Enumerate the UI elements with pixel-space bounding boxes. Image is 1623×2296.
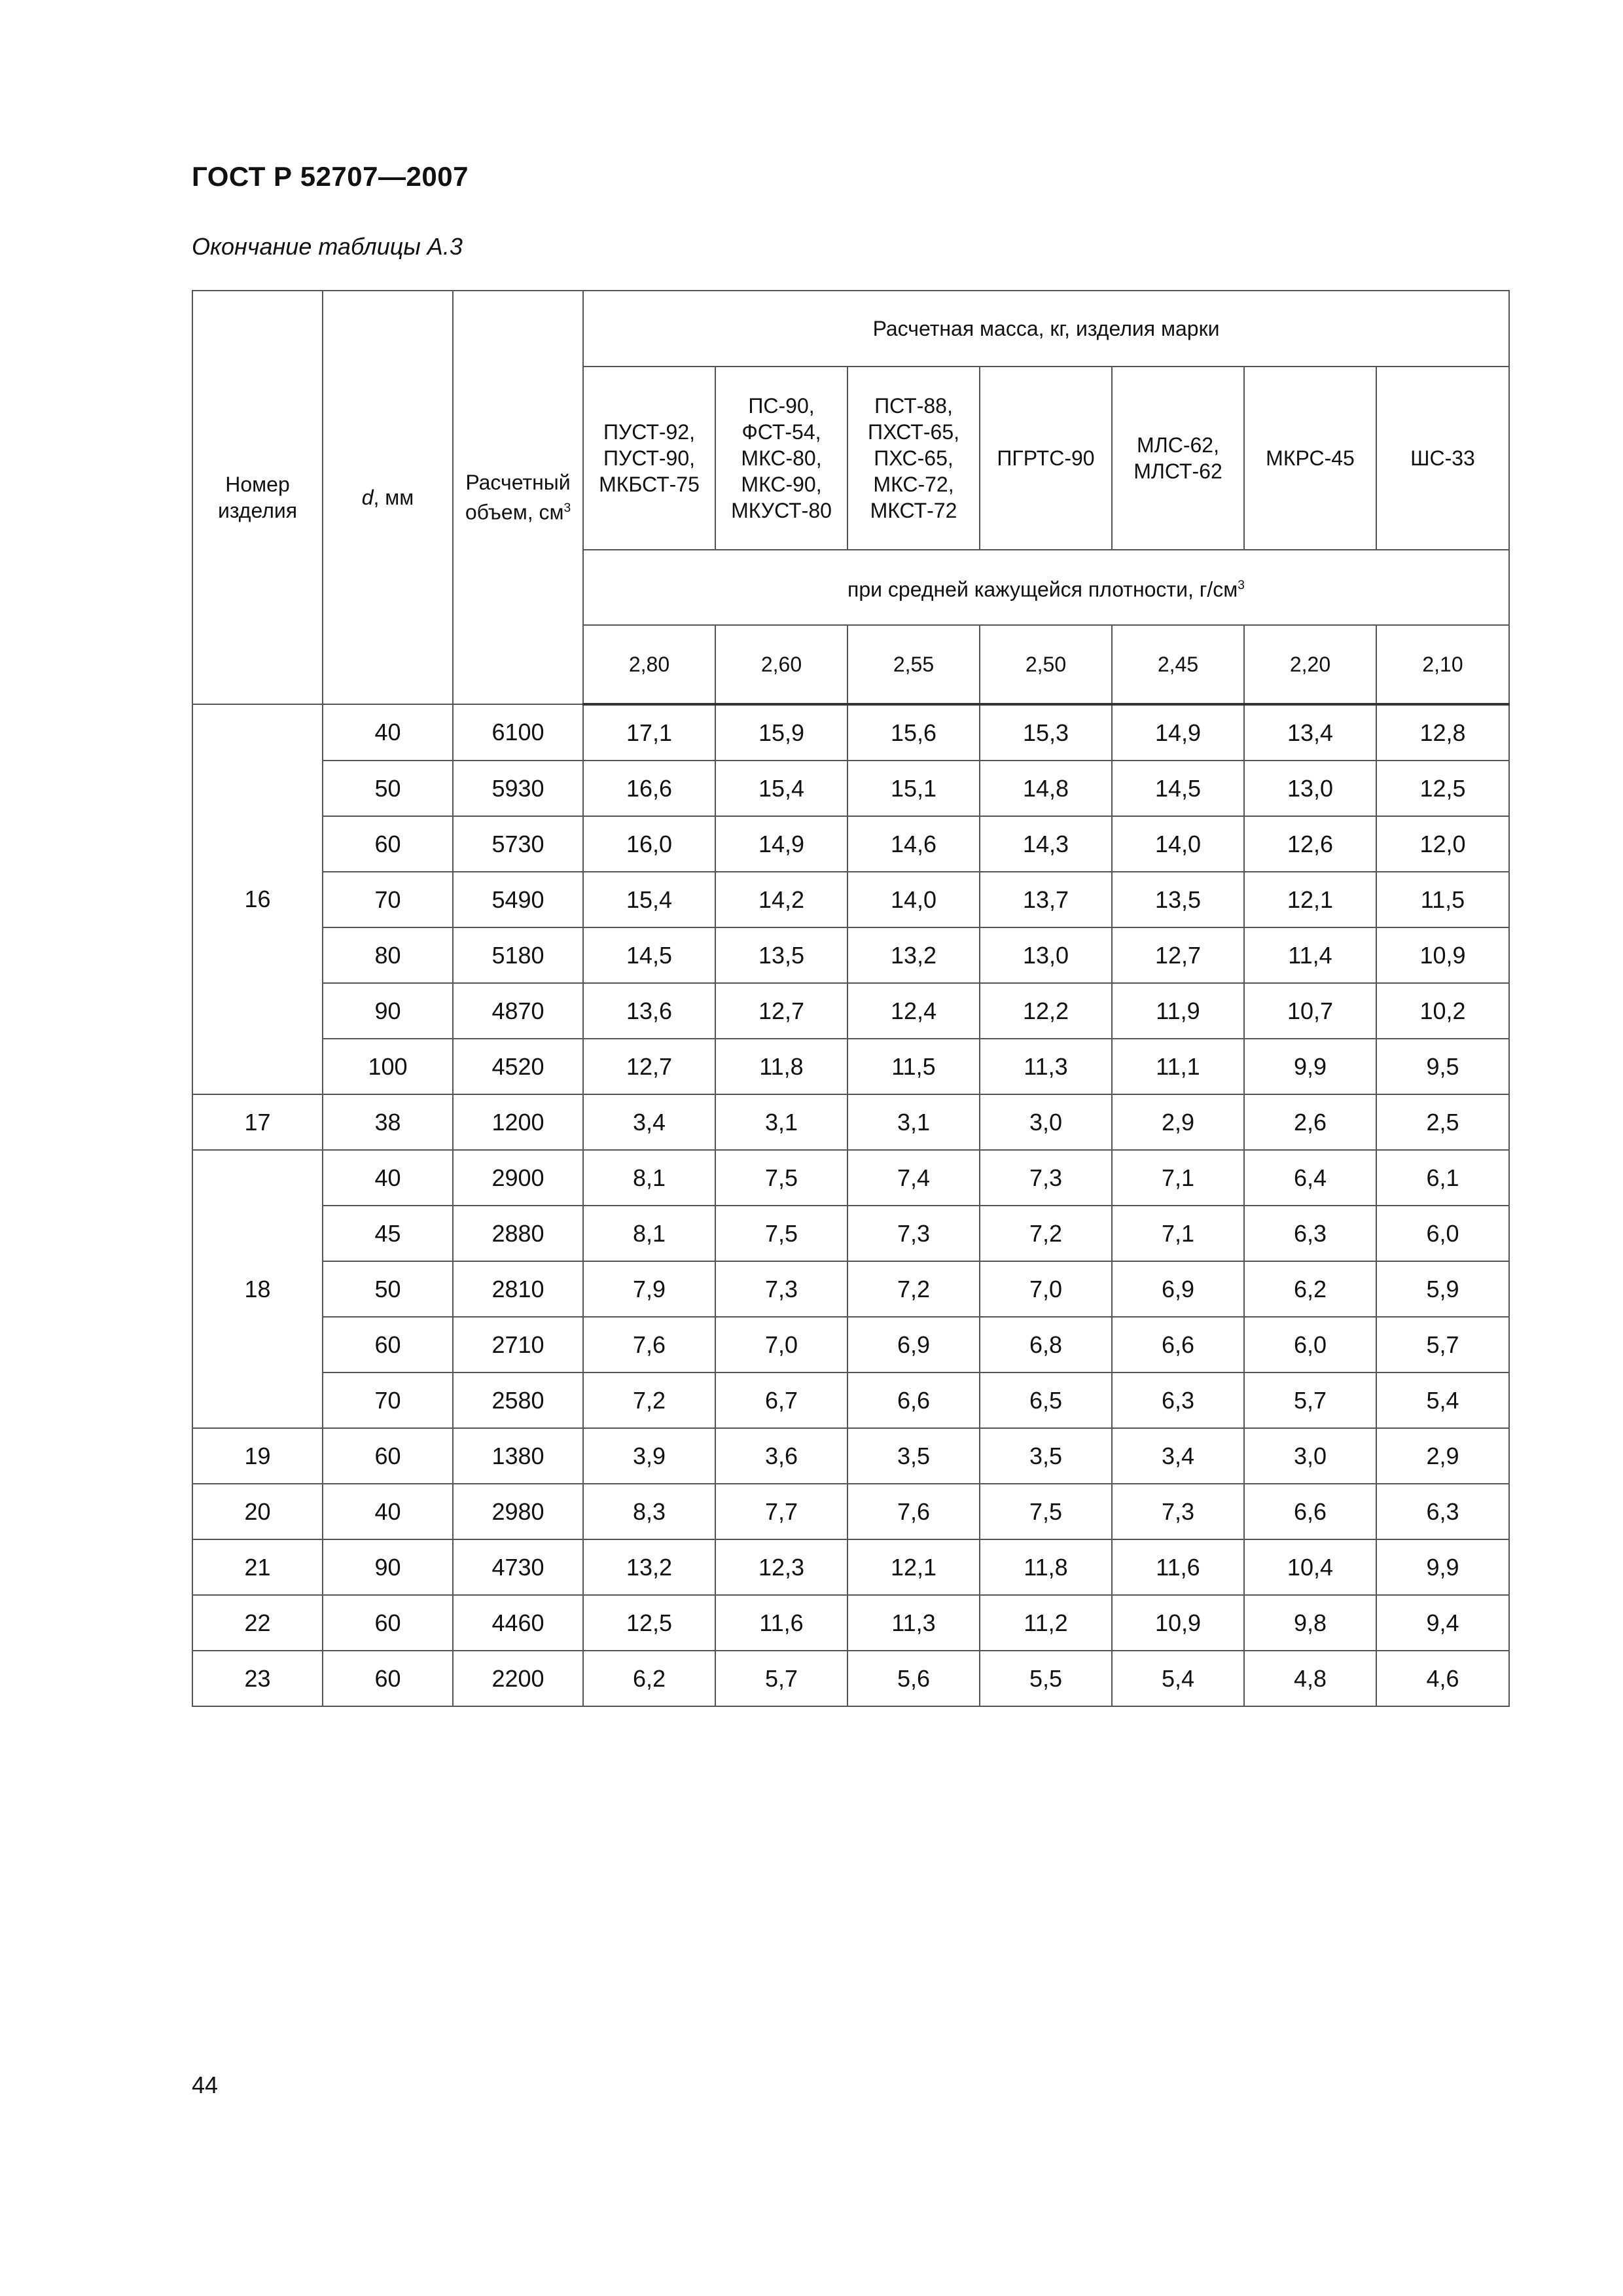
mass-cell: 11,5 (1376, 872, 1509, 927)
brand-name: ПСТ-88, (874, 394, 953, 418)
mass-cell: 12,7 (583, 1039, 715, 1094)
mass-cell: 14,3 (980, 816, 1112, 872)
mass-cell: 12,1 (1244, 872, 1376, 927)
mass-cell: 3,4 (583, 1094, 715, 1150)
mass-cell: 3,4 (1112, 1428, 1244, 1484)
mass-cell: 6,3 (1112, 1372, 1244, 1428)
brand-name: МКС-72, (873, 473, 954, 496)
diameter-cell: 90 (323, 983, 453, 1039)
mass-cell: 5,7 (1376, 1317, 1509, 1372)
brand-name: ПХС-65, (874, 446, 954, 470)
volume-cell: 2810 (453, 1261, 583, 1317)
mass-cell: 10,9 (1112, 1595, 1244, 1651)
brand-name: МКБСТ-75 (599, 473, 700, 496)
item-number-cell: 21 (192, 1539, 323, 1595)
document-header: ГОСТ Р 52707—2007 (192, 161, 469, 192)
table-row (192, 1428, 1509, 1484)
mass-cell: 9,8 (1244, 1595, 1376, 1651)
diameter-cell: 70 (323, 1372, 453, 1428)
mass-cell: 11,8 (715, 1039, 847, 1094)
density-value: 2,10 (1376, 625, 1509, 704)
diameter-cell: 40 (323, 1150, 453, 1206)
table-row (192, 1150, 1509, 1206)
table-row (192, 1372, 1509, 1428)
mass-cell: 6,6 (1244, 1484, 1376, 1539)
table-row (192, 704, 1509, 761)
mass-cell: 4,8 (1244, 1651, 1376, 1706)
mass-cell: 9,9 (1376, 1539, 1509, 1595)
mass-cell: 3,5 (980, 1428, 1112, 1484)
mass-cell: 13,0 (1244, 761, 1376, 816)
mass-cell: 8,1 (583, 1206, 715, 1261)
mass-cell: 13,5 (1112, 872, 1244, 927)
mass-cell: 7,3 (1112, 1484, 1244, 1539)
diameter-cell: 60 (323, 816, 453, 872)
volume-cell: 4520 (453, 1039, 583, 1094)
mass-cell: 7,6 (583, 1317, 715, 1372)
mass-cell: 14,2 (715, 872, 847, 927)
table-header (192, 291, 1509, 704)
mass-cell: 5,7 (1244, 1372, 1376, 1428)
mass-cell: 12,7 (1112, 927, 1244, 983)
mass-cell: 12,8 (1376, 704, 1509, 761)
table-row (192, 761, 1509, 816)
table-caption: Окончание таблицы А.3 (192, 233, 463, 260)
item-number-cell: 22 (192, 1595, 323, 1651)
mass-cell: 14,9 (715, 816, 847, 872)
mass-cell: 6,6 (847, 1372, 980, 1428)
brand-name: ПГРТС-90 (997, 446, 1095, 470)
mass-cell: 6,0 (1376, 1206, 1509, 1261)
mass-cell: 11,3 (847, 1595, 980, 1651)
brand-name: МЛСТ-62 (1133, 459, 1222, 483)
mass-cell: 13,6 (583, 983, 715, 1039)
mass-cell: 14,6 (847, 816, 980, 872)
mass-cell: 12,0 (1376, 816, 1509, 872)
mass-cell: 10,2 (1376, 983, 1509, 1039)
mass-cell: 13,5 (715, 927, 847, 983)
mass-cell: 8,1 (583, 1150, 715, 1206)
mass-cell: 14,5 (583, 927, 715, 983)
mass-cell: 5,6 (847, 1651, 980, 1706)
brand-name: МКРС-45 (1266, 446, 1355, 470)
volume-cell: 4460 (453, 1595, 583, 1651)
header-item-number: Номер изделия (192, 291, 323, 704)
diameter-cell: 45 (323, 1206, 453, 1261)
mass-cell: 7,3 (980, 1150, 1112, 1206)
mass-cell: 11,6 (715, 1595, 847, 1651)
table-row (192, 1595, 1509, 1651)
mass-cell: 6,6 (1112, 1317, 1244, 1372)
density-value: 2,50 (980, 625, 1112, 704)
mass-cell: 6,9 (847, 1317, 980, 1372)
mass-cell: 10,4 (1244, 1539, 1376, 1595)
mass-cell: 5,9 (1376, 1261, 1509, 1317)
mass-cell: 7,2 (583, 1372, 715, 1428)
mass-cell: 7,5 (980, 1484, 1112, 1539)
brand-name: МКС-90, (741, 473, 822, 496)
mass-cell: 6,8 (980, 1317, 1112, 1372)
mass-cell: 12,6 (1244, 816, 1376, 872)
mass-cell: 7,2 (980, 1206, 1112, 1261)
mass-cell: 7,2 (847, 1261, 980, 1317)
page-number: 44 (192, 2072, 219, 2098)
volume-cell: 5180 (453, 927, 583, 983)
mass-cell: 7,5 (715, 1206, 847, 1261)
mass-cell: 7,6 (847, 1484, 980, 1539)
table-row (192, 927, 1509, 983)
diameter-cell: 100 (323, 1039, 453, 1094)
item-number-cell: 23 (192, 1651, 323, 1706)
volume-cell: 2880 (453, 1206, 583, 1261)
volume-cell: 5730 (453, 816, 583, 872)
brand-header (980, 367, 1112, 550)
mass-cell: 3,9 (583, 1428, 715, 1484)
mass-cell: 15,3 (980, 704, 1112, 761)
mass-cell: 10,7 (1244, 983, 1376, 1039)
mass-cell: 17,1 (583, 704, 715, 761)
item-number-cell: 17 (192, 1094, 323, 1150)
table-body (192, 704, 1509, 1706)
mass-cell: 5,5 (980, 1651, 1112, 1706)
mass-cell: 7,3 (715, 1261, 847, 1317)
diameter-cell: 70 (323, 872, 453, 927)
mass-cell: 3,0 (980, 1094, 1112, 1150)
volume-cell: 2580 (453, 1372, 583, 1428)
mass-cell: 12,3 (715, 1539, 847, 1595)
volume-cell: 2710 (453, 1317, 583, 1372)
mass-cell: 9,5 (1376, 1039, 1509, 1094)
mass-cell: 13,4 (1244, 704, 1376, 761)
density-value: 2,60 (715, 625, 847, 704)
density-value: 2,20 (1244, 625, 1376, 704)
mass-cell: 11,3 (980, 1039, 1112, 1094)
volume-cell: 2200 (453, 1651, 583, 1706)
mass-cell: 12,5 (583, 1595, 715, 1651)
mass-cell: 12,2 (980, 983, 1112, 1039)
density-value: 2,55 (847, 625, 980, 704)
mass-cell: 7,0 (715, 1317, 847, 1372)
brand-name: МКС-80, (741, 446, 822, 470)
mass-cell: 6,3 (1244, 1206, 1376, 1261)
brand-name: ПС-90, (748, 394, 815, 418)
brand-name: ШС-33 (1410, 446, 1475, 470)
header-density-label: при средней кажущейся плотности, $г/см^3$ (583, 550, 1509, 625)
table-row (192, 983, 1509, 1039)
mass-cell: 6,7 (715, 1372, 847, 1428)
diameter-cell: 80 (323, 927, 453, 983)
volume-cell: 1380 (453, 1428, 583, 1484)
header-diameter: d, мм (323, 291, 453, 704)
mass-cell: 6,1 (1376, 1150, 1509, 1206)
density-value: 2,80 (583, 625, 715, 704)
mass-cell: 12,7 (715, 983, 847, 1039)
mass-cell: 12,4 (847, 983, 980, 1039)
mass-cell: 15,4 (715, 761, 847, 816)
mass-cell: 6,2 (583, 1651, 715, 1706)
mass-cell: 2,5 (1376, 1094, 1509, 1150)
mass-cell: 2,9 (1112, 1094, 1244, 1150)
table-row (192, 1206, 1509, 1261)
mass-cell: 2,9 (1376, 1428, 1509, 1484)
volume-cell: 4730 (453, 1539, 583, 1595)
mass-cell: 2,6 (1244, 1094, 1376, 1150)
mass-cell: 11,9 (1112, 983, 1244, 1039)
mass-cell: 15,9 (715, 704, 847, 761)
mass-cell: 10,9 (1376, 927, 1509, 983)
mass-cell: 6,4 (1244, 1150, 1376, 1206)
mass-cell: 8,3 (583, 1484, 715, 1539)
table-row (192, 1539, 1509, 1595)
mass-cell: 11,4 (1244, 927, 1376, 983)
mass-cell: 11,8 (980, 1539, 1112, 1595)
diameter-cell: 50 (323, 761, 453, 816)
mass-cell: 12,1 (847, 1539, 980, 1595)
brand-name: МКУСТ-80 (731, 499, 832, 522)
mass-cell: 7,0 (980, 1261, 1112, 1317)
brand-name: ПУСТ-92, (603, 420, 696, 444)
mass-cell: 14,8 (980, 761, 1112, 816)
mass-cell: 16,0 (583, 816, 715, 872)
mass-cell: 14,5 (1112, 761, 1244, 816)
mass-cell: 15,1 (847, 761, 980, 816)
mass-cell: 6,3 (1376, 1484, 1509, 1539)
mass-cell: 6,5 (980, 1372, 1112, 1428)
volume-cell: 6100 (453, 704, 583, 761)
item-number-cell: 19 (192, 1428, 323, 1484)
brand-header (1112, 367, 1244, 550)
item-number-cell: 20 (192, 1484, 323, 1539)
diameter-cell: 38 (323, 1094, 453, 1150)
mass-cell: 13,0 (980, 927, 1112, 983)
diameter-cell: 40 (323, 704, 453, 761)
brand-name: ПУСТ-90, (603, 446, 696, 470)
mass-cell: 15,6 (847, 704, 980, 761)
volume-cell: 1200 (453, 1094, 583, 1150)
mass-cell: 3,6 (715, 1428, 847, 1484)
table-row (192, 1094, 1509, 1150)
diameter-cell: 60 (323, 1651, 453, 1706)
diameter-cell: 90 (323, 1539, 453, 1595)
item-number-cell: 18 (192, 1150, 323, 1428)
mass-cell: 13,7 (980, 872, 1112, 927)
item-number-cell: 16 (192, 704, 323, 1094)
volume-cell: 2980 (453, 1484, 583, 1539)
mass-cell: 3,0 (1244, 1428, 1376, 1484)
mass-cell: 3,1 (715, 1094, 847, 1150)
diameter-cell: 60 (323, 1317, 453, 1372)
mass-table (192, 290, 1510, 1707)
volume-cell: 4870 (453, 983, 583, 1039)
mass-cell: 13,2 (583, 1539, 715, 1595)
mass-cell: 5,4 (1376, 1372, 1509, 1428)
header-mass: Расчетная масса, кг, изделия марки (583, 291, 1509, 367)
density-value: 2,45 (1112, 625, 1244, 704)
mass-cell: 13,2 (847, 927, 980, 983)
mass-cell: 6,2 (1244, 1261, 1376, 1317)
brand-name: ПХСТ-65, (867, 420, 959, 444)
mass-cell: 14,9 (1112, 704, 1244, 761)
header-volume: Расчетный объем, $см^3$ (453, 291, 583, 704)
mass-cell: 3,5 (847, 1428, 980, 1484)
volume-cell: 2900 (453, 1150, 583, 1206)
table-row (192, 1651, 1509, 1706)
brand-name: МЛС-62, (1137, 433, 1219, 457)
mass-cell: 7,5 (715, 1150, 847, 1206)
mass-cell: 7,4 (847, 1150, 980, 1206)
diameter-cell: 60 (323, 1595, 453, 1651)
mass-cell: 5,4 (1112, 1651, 1244, 1706)
brand-header (715, 367, 847, 550)
mass-cell: 16,6 (583, 761, 715, 816)
brand-header (847, 367, 980, 550)
mass-cell: 5,7 (715, 1651, 847, 1706)
mass-cell: 11,2 (980, 1595, 1112, 1651)
mass-cell: 9,9 (1244, 1039, 1376, 1094)
mass-cell: 4,6 (1376, 1651, 1509, 1706)
table-row (192, 1484, 1509, 1539)
volume-cell: 5490 (453, 872, 583, 927)
diameter-cell: 40 (323, 1484, 453, 1539)
mass-cell: 6,9 (1112, 1261, 1244, 1317)
mass-cell: 12,5 (1376, 761, 1509, 816)
mass-cell: 14,0 (1112, 816, 1244, 872)
mass-cell: 9,4 (1376, 1595, 1509, 1651)
table-row (192, 1261, 1509, 1317)
mass-cell: 6,0 (1244, 1317, 1376, 1372)
brand-name: МКСТ-72 (870, 499, 957, 522)
mass-cell: 11,1 (1112, 1039, 1244, 1094)
table-row (192, 1317, 1509, 1372)
brand-header (583, 367, 715, 550)
mass-cell: 7,7 (715, 1484, 847, 1539)
mass-cell: 15,4 (583, 872, 715, 927)
mass-cell: 11,5 (847, 1039, 980, 1094)
diameter-cell: 60 (323, 1428, 453, 1484)
table-row (192, 872, 1509, 927)
mass-cell: 14,0 (847, 872, 980, 927)
diameter-cell: 50 (323, 1261, 453, 1317)
mass-cell: 7,9 (583, 1261, 715, 1317)
table-row (192, 816, 1509, 872)
mass-cell: 7,1 (1112, 1150, 1244, 1206)
brand-header (1244, 367, 1376, 550)
brand-header (1376, 367, 1509, 550)
table-row (192, 1039, 1509, 1094)
mass-cell: 3,1 (847, 1094, 980, 1150)
mass-cell: 7,3 (847, 1206, 980, 1261)
mass-cell: 7,1 (1112, 1206, 1244, 1261)
brand-name: ФСТ-54, (741, 420, 821, 444)
volume-cell: 5930 (453, 761, 583, 816)
mass-cell: 11,6 (1112, 1539, 1244, 1595)
